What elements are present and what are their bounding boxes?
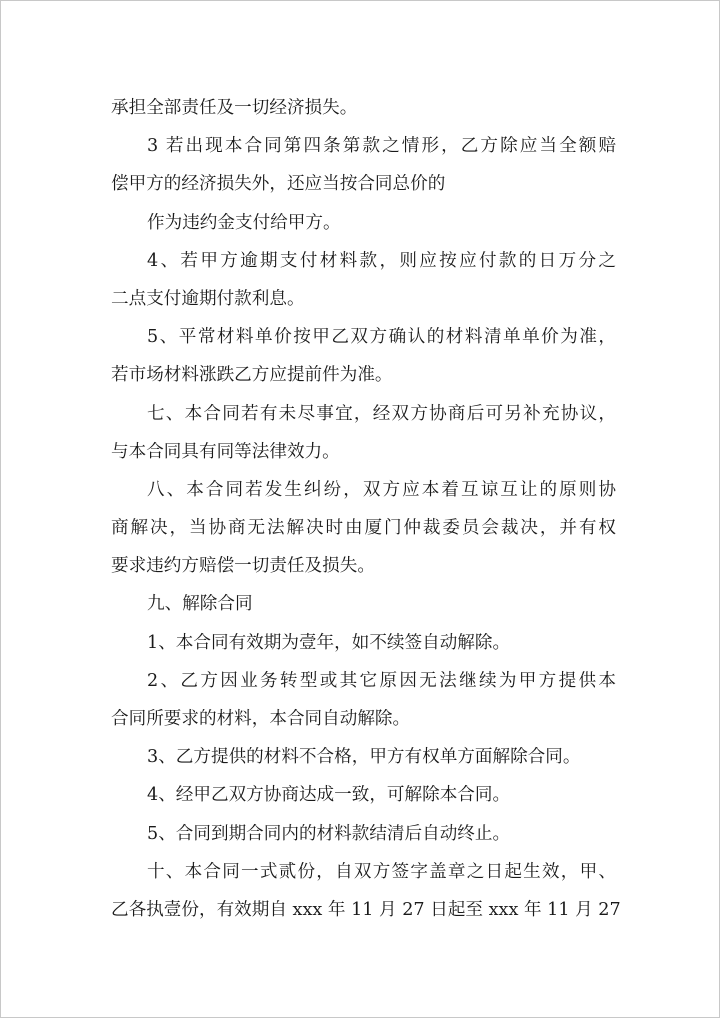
- section-heading: 九、解除合同: [147, 594, 253, 615]
- text-line: 十、本合同一式贰份，自双方签字盖章之日起生效，甲、: [147, 861, 616, 882]
- text-line: 二点支付逾期付款利息。: [111, 288, 305, 309]
- document-body: [111, 89, 621, 929]
- text-line: 七、本合同若有未尽事宜，经双方协商后可另补充协议，: [147, 403, 616, 424]
- text-line: 5、平常材料单价按甲乙双方确认的材料清单单价为准，: [147, 327, 616, 348]
- text-line: 1、本合同有效期为壹年，如不续签自动解除。: [147, 632, 511, 653]
- text-line: 若市场材料涨跌乙方应提前件为准。: [111, 365, 393, 386]
- text-line: 5、合同到期合同内的材料款结清后自动终止。: [147, 823, 511, 844]
- text-line: 3、乙方提供的材料不合格，甲方有权单方面解除合同。: [147, 747, 581, 768]
- text-line: 要求违约方赔偿一切责任及损失。: [111, 556, 375, 577]
- text-line: 乙各执壹份，有效期自 xxx 年 11 月 27 日起至 xxx 年 11 月 27: [111, 899, 621, 920]
- text-line: 合同所要求的材料，本合同自动解除。: [111, 709, 411, 729]
- text-line: 4、经甲乙双方协商达成一致，可解除本合同。: [147, 785, 511, 806]
- text-line: 承担全部责任及一切经济损失。: [111, 98, 358, 118]
- text-line: 与本合同具有同等法律效力。: [111, 441, 340, 462]
- text-line: 2、乙方因业务转型或其它原因无法继续为甲方提供本: [147, 670, 616, 691]
- text-line: 4、若甲方逾期支付材料款，则应按应付款的日万分之: [147, 250, 616, 271]
- text-line: 作为违约金支付给甲方。: [147, 212, 341, 233]
- text-line: 偿甲方的经济损失外，还应当按合同总价的: [111, 174, 446, 195]
- text-line: 商解决，当协商无法解决时由厦门仲裁委员会裁决，并有权: [111, 518, 616, 539]
- text-line: 八、本合同若发生纠纷，双方应本着互谅互让的原则协: [147, 479, 616, 500]
- text-line: 3 若出现本合同第四条第款之情形，乙方除应当全额赔: [147, 136, 616, 157]
